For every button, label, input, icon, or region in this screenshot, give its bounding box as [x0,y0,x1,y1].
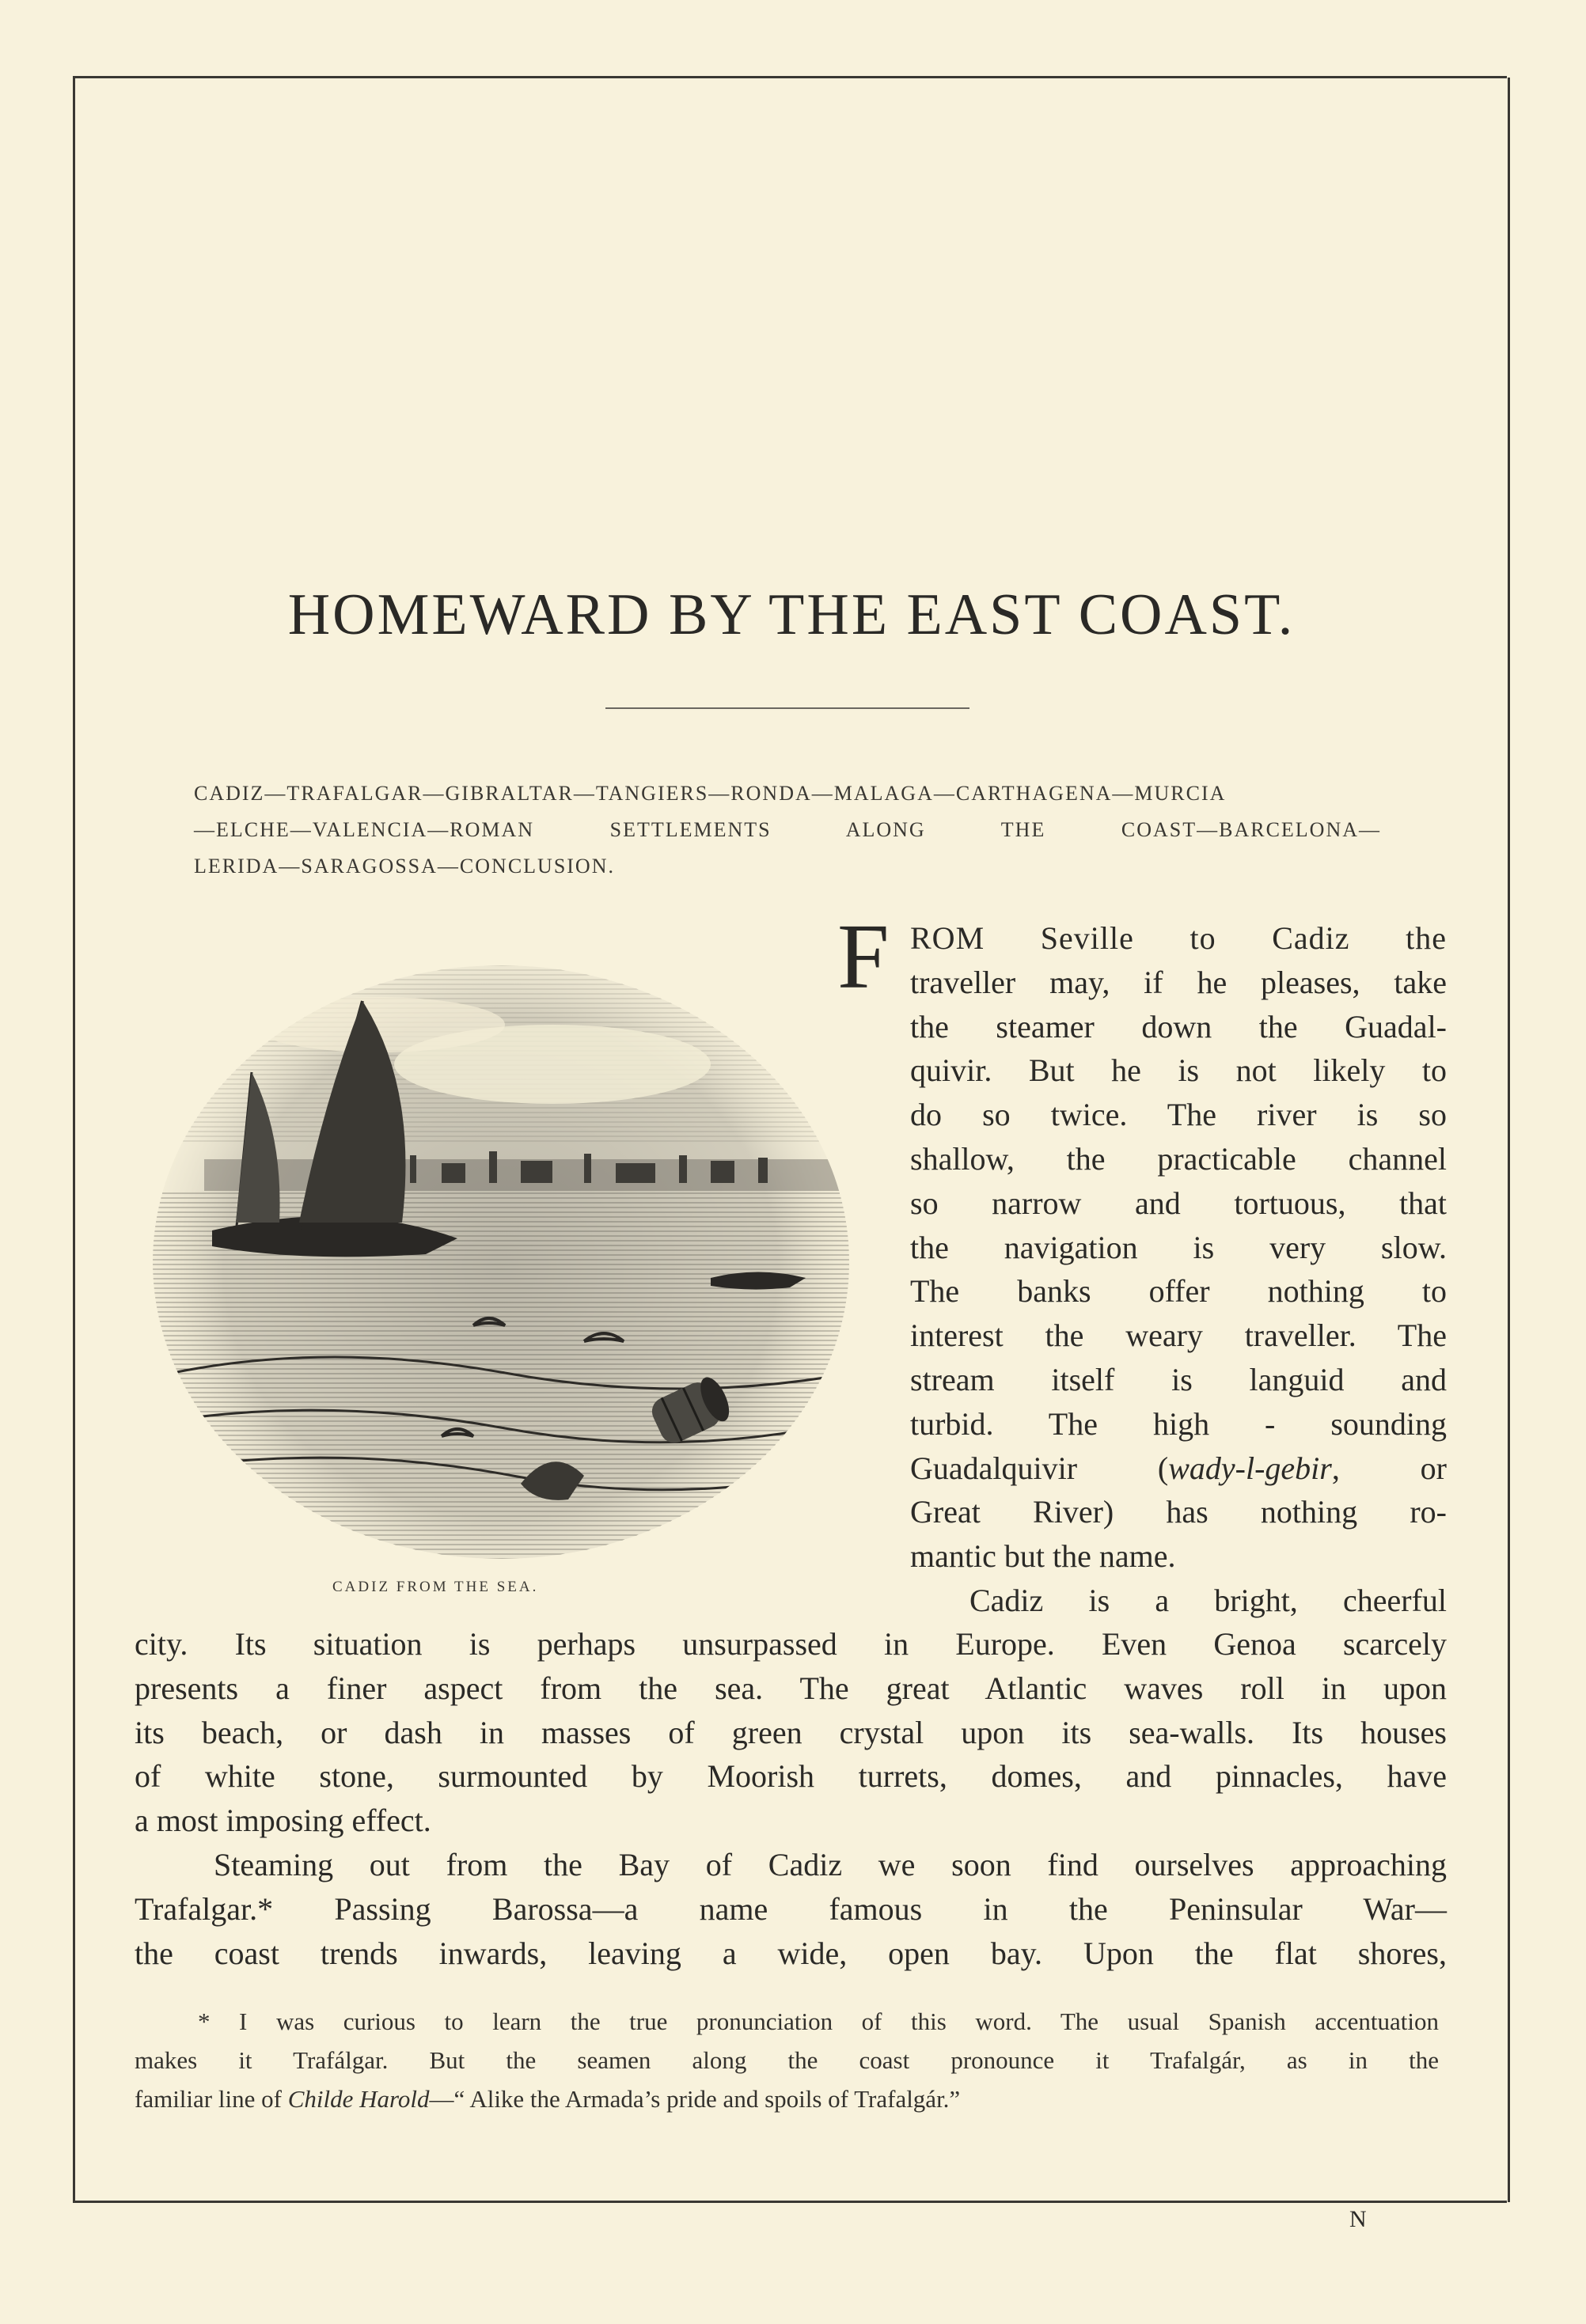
text-line: the coast trends inwards, leaving a wide, open bay. Upon the flat shores, [135,1935,1447,1971]
text-line: The banks offer nothing to [910,1273,1447,1310]
chapter-synopsis [194,775,1381,885]
text-fragment: familiar line of [135,2085,288,2113]
text-line: the steamer down the Guadal- [910,1008,1447,1044]
text-line: Great River) has nothing ro- [910,1494,1447,1530]
paragraph-2 [135,1622,1447,1843]
text-line: the navigation is very slow. [910,1229,1447,1265]
chapter-title: HOMEWARD BY THE EAST COAST. [287,582,1296,647]
text-line: so narrow and tortuous, that [910,1185,1447,1221]
text-line: traveller may, if he pleases, take [910,964,1447,1000]
synopsis-line: LERIDA—SARAGOSSA—CONCLUSION. [194,855,615,878]
text-line: do so twice. The river is so [910,1097,1447,1133]
synopsis-line: —ELCHE—VALENCIA—ROMAN SETTLEMENTS ALONG THE COAST—BARCELONA— [194,818,1381,841]
italic-title: Childe Harold [287,2085,430,2113]
signature-mark: N [1349,2206,1367,2232]
text-line: shallow, the practicable channel [910,1140,1447,1177]
text-line: interest the weary traveller. The [910,1317,1447,1354]
italic-term: wady-l-gebir [1168,1450,1332,1486]
text-line-with-italic [910,1446,1447,1491]
footnote-line [135,2079,1439,2118]
text-line: of white stone, surmounted by Moorish turrets, domes, and pinnacles, have [135,1758,1447,1795]
footnote-line: makes it Trafálgar. But the seamen along the coast pronounce it Trafalgár, as in the [135,2046,1439,2074]
text-line: city. Its situation is perhaps unsurpassed in Europe. Even Genoa scarcely [135,1626,1447,1662]
text-line: Cadiz is a bright, cheerful [969,1582,1447,1618]
text-line: Steaming out from the Bay of Cadiz we soon find ourselves approaching [214,1847,1447,1882]
text-line: turbid. The high - sounding [910,1405,1447,1442]
text-line: quivir. But he is not likely to [910,1052,1447,1089]
page-border-bottom [73,2201,1507,2203]
text-line: ROM Seville to Cadiz the [910,920,1447,956]
cadiz-from-the-sea-engraving [141,930,861,1579]
text-fragment: , or [1331,1450,1447,1486]
text-line: mantic but the name. [910,1538,1176,1575]
text-line: its beach, or dash in masses of green crystal upon its sea-walls. Its houses [135,1714,1447,1750]
illustration-caption: CADIZ FROM THE SEA. [332,1579,539,1595]
text-line: stream itself is languid and [910,1361,1447,1397]
text-line: presents a finer aspect from the sea. The great Atlantic waves roll in upon [135,1670,1447,1706]
drop-cap: F [837,904,890,1008]
footnote-line: * I was curious to learn the true pronunciation of this word. The usual Spanish accentuation [198,2007,1439,2035]
text-line: Trafalgar.* Passing Barossa—a name famous in the Peninsular War— [135,1890,1447,1927]
synopsis-line: CADIZ—TRAFALGAR—GIBRALTAR—TANGIERS—RONDA—MALAGA—CARTHAGENA—MURCIA [194,782,1227,805]
title-divider [605,707,969,709]
text-fragment: —“ Alike the Armada’s pride and spoils of Trafalgár.” [429,2085,961,2113]
footnote [135,2002,1439,2118]
paragraph-1 [910,916,1447,1623]
text-fragment: Guadalquivir ( [910,1450,1169,1486]
text-line: a most imposing effect. [135,1803,431,1839]
paragraph-3 [135,1843,1447,1975]
